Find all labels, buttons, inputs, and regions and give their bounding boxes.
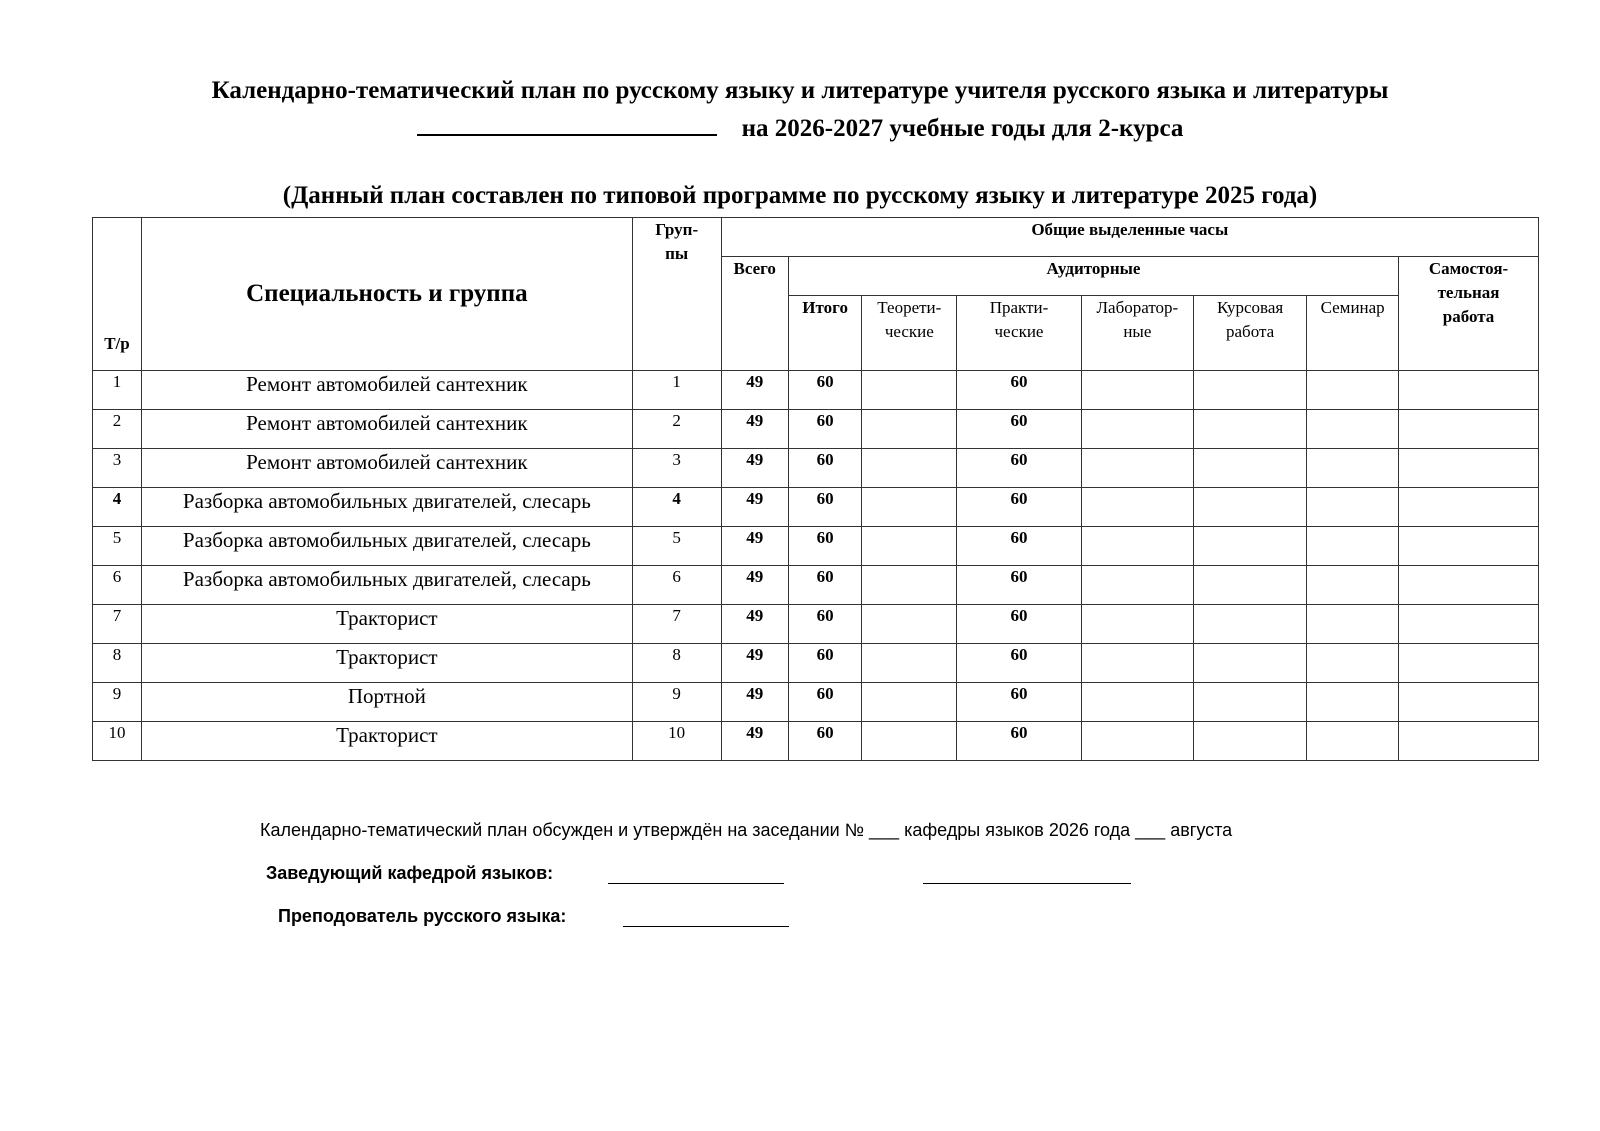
table-row [93, 527, 1539, 566]
row-specialty: Тракторист [141, 605, 632, 644]
row-practice: 60 [957, 527, 1081, 566]
row-itogo: 60 [788, 488, 861, 527]
table-row [93, 371, 1539, 410]
table-row [93, 605, 1539, 644]
row-theory [862, 488, 957, 527]
row-itogo: 60 [788, 449, 861, 488]
row-number: 3 [93, 449, 142, 488]
row-practice: 60 [957, 566, 1081, 605]
row-course [1193, 722, 1306, 761]
header-auditory: Аудиторные [788, 257, 1398, 296]
header-itogo: Итого [788, 296, 861, 371]
row-vsego: 49 [721, 722, 788, 761]
row-practice: 60 [957, 605, 1081, 644]
row-course [1193, 566, 1306, 605]
row-group: 9 [632, 683, 721, 722]
head-name-line[interactable] [923, 883, 1131, 884]
document-title-line2 [0, 112, 1600, 144]
row-practice: 60 [957, 410, 1081, 449]
row-specialty: Тракторист [141, 644, 632, 683]
row-lab [1081, 527, 1193, 566]
row-itogo: 60 [788, 644, 861, 683]
row-lab [1081, 644, 1193, 683]
header-theory: Теорети-ческие [862, 296, 957, 371]
row-self-work [1399, 566, 1539, 605]
row-specialty: Ремонт автомобилей сантехник [141, 410, 632, 449]
row-number: 5 [93, 527, 142, 566]
row-lab [1081, 371, 1193, 410]
row-theory [862, 371, 957, 410]
row-self-work [1399, 722, 1539, 761]
row-seminar [1307, 488, 1399, 527]
row-itogo: 60 [788, 527, 861, 566]
row-theory [862, 527, 957, 566]
row-itogo: 60 [788, 566, 861, 605]
row-theory [862, 722, 957, 761]
header-tr: Т/р [93, 218, 142, 371]
row-seminar [1307, 722, 1399, 761]
header-seminar: Семинар [1307, 296, 1399, 371]
row-itogo: 60 [788, 605, 861, 644]
row-group: 8 [632, 644, 721, 683]
header-self-work: Самостоя-тельная работа [1399, 257, 1539, 371]
row-vsego: 49 [721, 488, 788, 527]
row-specialty: Ремонт автомобилей сантехник [141, 371, 632, 410]
approval-note: Календарно-тематический план обсужден и утверждён на заседании № ___ кафедры языков 2026 года ___ августа [260, 820, 1233, 840]
row-seminar [1307, 449, 1399, 488]
row-vsego: 49 [721, 527, 788, 566]
row-group: 2 [632, 410, 721, 449]
row-itogo: 60 [788, 722, 861, 761]
row-course [1193, 605, 1306, 644]
head-signature-line[interactable] [608, 883, 784, 884]
row-self-work [1399, 527, 1539, 566]
row-lab [1081, 722, 1193, 761]
row-practice: 60 [957, 488, 1081, 527]
row-vsego: 49 [721, 644, 788, 683]
table-row [93, 488, 1539, 527]
head-of-department-label: Заведующий кафедрой языков: [266, 863, 554, 883]
row-number: 9 [93, 683, 142, 722]
row-seminar [1307, 527, 1399, 566]
row-specialty: Разборка автомобильных двигателей, слесарь [141, 527, 632, 566]
row-number: 1 [93, 371, 142, 410]
row-lab [1081, 488, 1193, 527]
row-practice: 60 [957, 449, 1081, 488]
row-group: 1 [632, 371, 721, 410]
row-number: 6 [93, 566, 142, 605]
row-specialty: Ремонт автомобилей сантехник [141, 449, 632, 488]
header-total-hours: Общие выделенные часы [721, 218, 1538, 257]
row-seminar [1307, 371, 1399, 410]
document-title-year: на 2026-2027 учебные годы для 2-курса [741, 115, 1184, 142]
row-self-work [1399, 449, 1539, 488]
row-course [1193, 488, 1306, 527]
row-seminar [1307, 683, 1399, 722]
header-vsego: Всего [721, 257, 788, 371]
header-groups: Груп-пы [632, 218, 721, 371]
row-theory [862, 449, 957, 488]
document-title-line1: Календарно-тематический план по русскому языку и литературе учителя русского языка и литературы [211, 77, 1389, 104]
row-number: 4 [93, 488, 142, 527]
row-course [1193, 683, 1306, 722]
row-theory [862, 410, 957, 449]
row-vsego: 49 [721, 683, 788, 722]
row-seminar [1307, 410, 1399, 449]
row-group: 10 [632, 722, 721, 761]
table-row [93, 449, 1539, 488]
table-row [93, 683, 1539, 722]
row-self-work [1399, 683, 1539, 722]
teacher-signature-line[interactable] [623, 926, 789, 927]
row-group: 4 [632, 488, 721, 527]
row-practice: 60 [957, 644, 1081, 683]
row-group: 3 [632, 449, 721, 488]
teacher-name-blank[interactable] [417, 112, 717, 136]
row-vsego: 49 [721, 566, 788, 605]
row-self-work [1399, 371, 1539, 410]
row-self-work [1399, 605, 1539, 644]
row-number: 7 [93, 605, 142, 644]
row-lab [1081, 605, 1193, 644]
row-lab [1081, 410, 1193, 449]
row-seminar [1307, 644, 1399, 683]
row-vsego: 49 [721, 410, 788, 449]
row-self-work [1399, 410, 1539, 449]
header-lab: Лаборатор-ные [1081, 296, 1193, 371]
row-number: 2 [93, 410, 142, 449]
row-lab [1081, 449, 1193, 488]
row-course [1193, 449, 1306, 488]
row-vsego: 49 [721, 371, 788, 410]
row-itogo: 60 [788, 371, 861, 410]
row-group: 5 [632, 527, 721, 566]
row-theory [862, 566, 957, 605]
header-specialty: Специальность и группа [141, 218, 632, 371]
plan-table [92, 217, 1539, 761]
row-group: 6 [632, 566, 721, 605]
table-row [93, 644, 1539, 683]
row-seminar [1307, 605, 1399, 644]
row-self-work [1399, 644, 1539, 683]
row-theory [862, 605, 957, 644]
table-row [93, 410, 1539, 449]
row-specialty: Портной [141, 683, 632, 722]
row-itogo: 60 [788, 683, 861, 722]
teacher-label: Преподователь русского языка: [278, 906, 567, 926]
header-practice: Практи-ческие [957, 296, 1081, 371]
row-course [1193, 644, 1306, 683]
row-number: 8 [93, 644, 142, 683]
row-vsego: 49 [721, 449, 788, 488]
table-row [93, 722, 1539, 761]
row-course [1193, 371, 1306, 410]
row-practice: 60 [957, 683, 1081, 722]
row-specialty: Разборка автомобильных двигателей, слесарь [141, 488, 632, 527]
row-vsego: 49 [721, 605, 788, 644]
row-course [1193, 527, 1306, 566]
row-specialty: Разборка автомобильных двигателей, слесарь [141, 566, 632, 605]
row-seminar [1307, 566, 1399, 605]
row-specialty: Тракторист [141, 722, 632, 761]
row-theory [862, 644, 957, 683]
document-subtitle: (Данный план составлен по типовой программе по русскому языку и литературе 2025 года) [282, 182, 1318, 209]
row-itogo: 60 [788, 410, 861, 449]
row-practice: 60 [957, 371, 1081, 410]
row-practice: 60 [957, 722, 1081, 761]
row-self-work [1399, 488, 1539, 527]
row-course [1193, 410, 1306, 449]
row-group: 7 [632, 605, 721, 644]
table-row [93, 566, 1539, 605]
row-theory [862, 683, 957, 722]
row-lab [1081, 683, 1193, 722]
row-lab [1081, 566, 1193, 605]
header-course: Курсовая работа [1193, 296, 1306, 371]
row-number: 10 [93, 722, 142, 761]
